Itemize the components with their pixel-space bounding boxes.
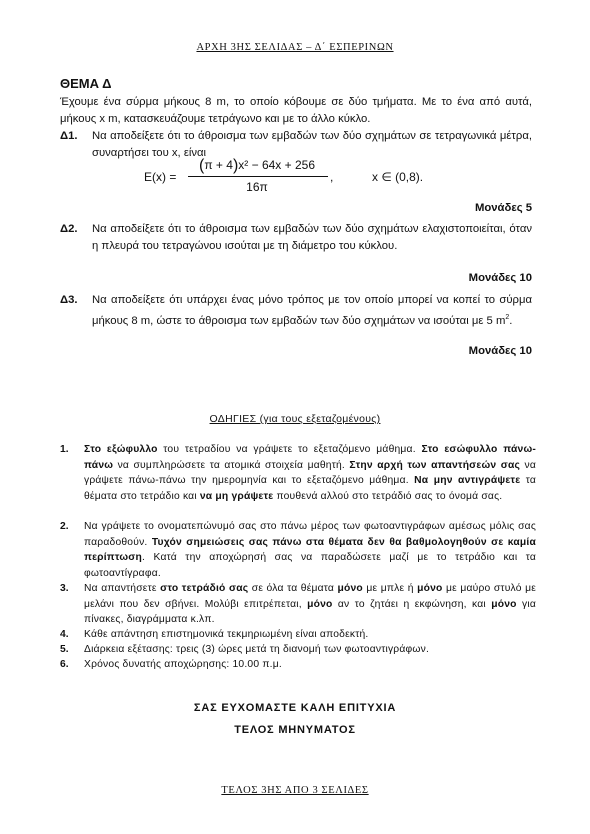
formula-denominator: 16π <box>246 180 268 194</box>
instruction-text-bold: Να μην αντιγράψετε <box>414 475 521 486</box>
question-d3-text-main: Να αποδείξετε ότι υπάρχει ένας μόνο τρόπος με τον οποίο μπορεί να κοπεί το σύρμα μήκους 8 m, ώστε το άθροισμα των εμβαδών των δύο σχημάτων να ισούται με 5 m <box>92 294 532 327</box>
instruction-text-bold: στο τετράδιό σας <box>160 583 249 594</box>
question-d1-marks: Μονάδες 5 <box>474 202 532 214</box>
instruction-item <box>60 442 536 504</box>
fraction-bar <box>188 176 328 177</box>
instruction-number: 5. <box>60 644 69 655</box>
formula-domain: x ∈ (0,8). <box>372 170 424 184</box>
instruction-text-bold: μόνο <box>491 598 517 610</box>
instruction-text-bold: Στο εξώφυλλο <box>84 444 158 455</box>
instruction-number: 4. <box>60 629 69 640</box>
formula-pi-plus-4: π + 4 <box>204 158 233 172</box>
question-d2-text: Να αποδείξετε ότι το άθροισμα των εμβαδών των δύο σχημάτων ελαχιστοποιείται, όταν η πλευρά του τετραγώνου ισούται με τη διάμετρο του κύκλου. <box>92 223 532 252</box>
instruction-text-bold: να μη γράψετε <box>199 490 274 502</box>
instruction-text-part: να συμπληρώσετε τα ατομικά στοιχεία μαθητή. <box>113 459 350 471</box>
page-header <box>0 42 590 53</box>
question-d3-marks: Μονάδες 10 <box>468 345 532 357</box>
formula-comma: , <box>330 170 334 184</box>
instruction-text <box>84 581 536 628</box>
instruction-text: Διάρκεια εξέτασης: τρεις (3) ώρες μετά τη διανομή των φωτοαντιγράφων. <box>84 644 430 655</box>
question-d1-text: Να αποδείξετε ότι το άθροισμα των εμβαδών των δύο σχημάτων σε τετραγωνικά μέτρα, συναρτήσει του x, είναι <box>92 130 532 159</box>
instruction-text <box>84 519 536 581</box>
instruction-text-part: με μαύρο στυλό με μελάνι που δεν σβήνει. Μολύβι επιτρέπεται, <box>84 583 537 610</box>
question-d2-marks: Μονάδες 10 <box>468 272 532 284</box>
instruction-text-part: του τετραδίου να γράψετε το εξεταζόμενο μάθημα. <box>157 444 422 455</box>
formula-lhs: E(x) = <box>144 170 177 184</box>
instruction-text-bold: Στο εσώφυλλο πάνω-πάνω <box>84 444 536 471</box>
question-d3-label: Δ3. <box>60 294 78 306</box>
instructions-title-text: ΟΔΗΓΙΕΣ (για τους εξεταζομένους) <box>209 413 381 425</box>
page-footer-text: ΤΕΛΟΣ 3ΗΣ ΑΠΟ 3 ΣΕΛΙΔΕΣ <box>221 785 369 796</box>
instruction-text-part: Να απαντήσετε <box>84 583 161 594</box>
question-d3-text-end: . <box>509 314 513 327</box>
instruction-text: Κάθε απάντηση επιστημονικά τεκμηριωμένη είναι αποδεκτή. <box>84 629 369 640</box>
instruction-text-part: για πίνακες, διαγράμματα κ.λπ. <box>84 598 536 625</box>
instruction-text-bold: μόνο <box>417 583 443 594</box>
instruction-item <box>60 519 536 581</box>
instruction-text-part: Να γράψετε το ονοματεπώνυμό σας στο πάνω μέρος των φωτοαντιγράφων αμέσως μόλις σας παραδοθούν. <box>84 521 536 548</box>
theme-title: ΘΕΜΑ Δ <box>60 76 112 91</box>
instruction-text-bold: μόνο <box>337 583 363 594</box>
page-footer <box>0 785 590 796</box>
instruction-item <box>60 627 536 643</box>
instruction-text-part: σε όλα τα θέματα <box>248 583 338 594</box>
instruction-text-part: πουθενά αλλού στο τετράδιό σας το όνομά σας. <box>273 490 503 502</box>
closing-end-message: ΤΕΛΟΣ ΜΗΝΥΜΑΤΟΣ <box>234 724 356 736</box>
closing-wish: ΣΑΣ ΕΥΧΟΜΑΣΤΕ ΚΑΛΗ ΕΠΙΤΥΧΙΑ <box>193 702 397 714</box>
instruction-text-bold: μόνο <box>307 598 333 610</box>
instruction-number: 6. <box>60 659 69 670</box>
instruction-text-bold: Τυχόν σημειώσεις σας πάνω στα θέματα δεν θα βαθμολογηθούν σε καμία περίπτωση <box>84 536 536 563</box>
instruction-text <box>84 442 536 504</box>
instruction-number: 3. <box>60 583 69 594</box>
formula-numerator-rest: x² − 64x + 256 <box>238 158 315 172</box>
area-formula <box>144 156 464 200</box>
question-d2-label: Δ2. <box>60 223 78 235</box>
instruction-text-part: αν το ζητάει η εκφώνηση, και <box>332 598 492 610</box>
instruction-item <box>60 657 536 673</box>
instruction-number: 2. <box>60 521 69 532</box>
question-d1-label: Δ1. <box>60 130 78 142</box>
question-d3-text <box>92 292 532 330</box>
instructions-title <box>0 413 590 425</box>
intro-paragraph: Έχουμε ένα σύρμα μήκους 8 m, το οποίο κόβουμε σε δύο τμήματα. Με το ένα από αυτά, μήκους x m, κατασκευάζουμε τετράγωνο και με το άλλο κύκλο. <box>60 96 532 125</box>
instruction-text-part: . Κατά την αποχώρησή σας να παραδώσετε μαζί με το τετράδιο και τα φωτοαντίγραφα. <box>84 552 536 579</box>
instruction-text: Χρόνος δυνατής αποχώρησης: 10.00 π.μ. <box>84 659 282 670</box>
formula-numerator: (π + 4)x² − 64x + 256 <box>198 157 315 174</box>
instruction-number: 1. <box>60 444 69 455</box>
instruction-text-part: να γράψετε πάνω-πάνω την ημερομηνία και το εξεταζόμενο μάθημα. <box>84 459 537 486</box>
instruction-item <box>60 642 536 658</box>
instruction-item <box>60 581 536 627</box>
page-header-text: ΑΡΧΗ 3ΗΣ ΣΕΛΙΔΑΣ – Δ΄ ΕΣΠΕΡΙΝΩΝ <box>196 42 394 53</box>
question-d3-exponent: 2 <box>505 314 510 321</box>
instruction-text-bold: Στην αρχή των απαντήσεών σας <box>349 459 521 471</box>
instruction-text-part: τα θέματα στο τετράδιο και <box>84 475 536 502</box>
instruction-text-part: με μπλε ή <box>362 583 418 594</box>
